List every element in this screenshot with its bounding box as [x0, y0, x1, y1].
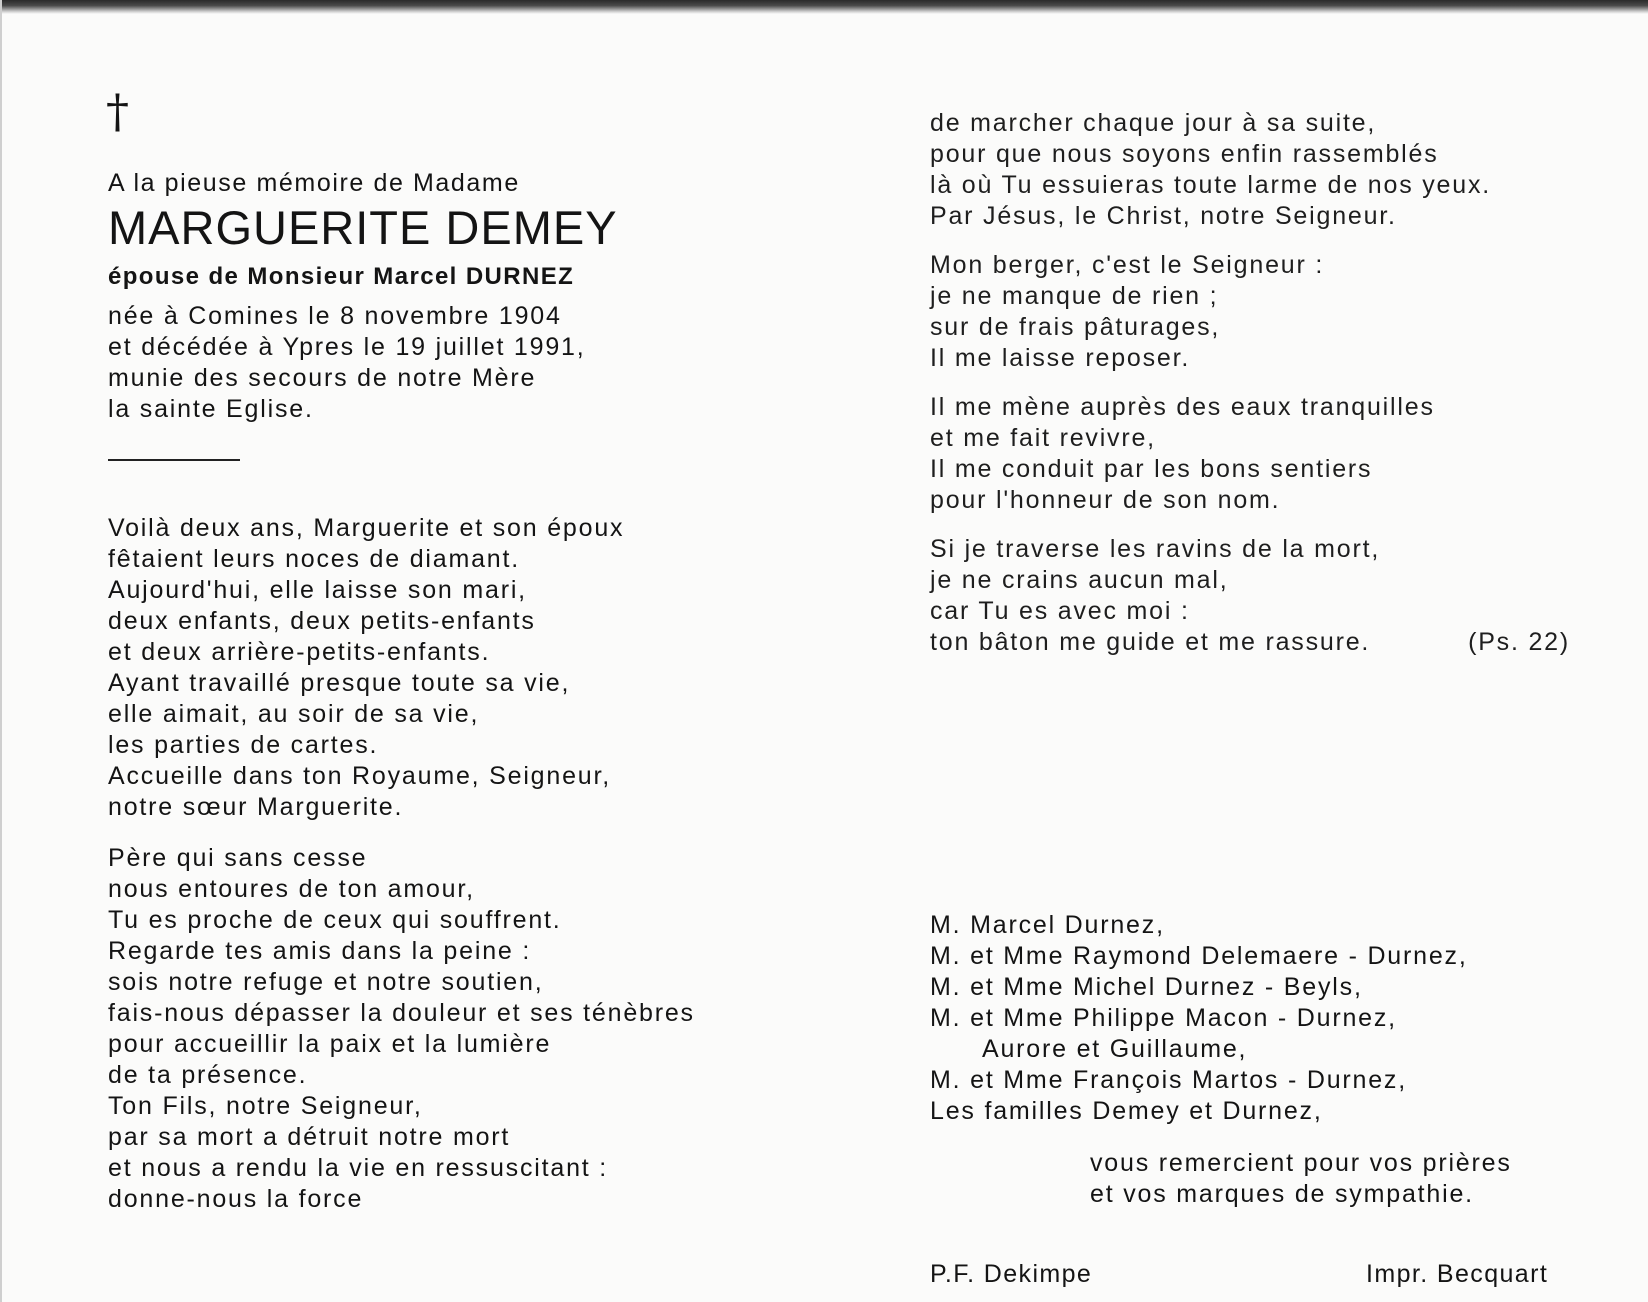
psalm-stanza-3: [930, 534, 1610, 658]
family-line: M. et Mme François Martos - Durnez,: [930, 1066, 1407, 1094]
scan-top-edge: [2, 0, 1648, 14]
psalm-line: Si je traverse les ravins de la mort,: [930, 535, 1381, 563]
psalm-line: Mon berger, c'est le Seigneur :: [930, 251, 1325, 279]
prayer-line: là où Tu essuieras toute larme de nos yeux.: [930, 171, 1492, 199]
prayer-line: Par Jésus, le Christ, notre Seigneur.: [930, 202, 1397, 230]
family-list: [930, 910, 1610, 1127]
funeral-home: P.F. Dekimpe: [930, 1260, 1093, 1288]
prayer-paragraph: [108, 843, 808, 1215]
thanks-line: vous remercient pour vos prières: [1090, 1149, 1512, 1177]
tribute-line: Ayant travaillé presque toute sa vie,: [108, 669, 571, 697]
prayer-line: fais-nous dépasser la douleur et ses ténèbres: [108, 999, 695, 1027]
thanks-text: [1090, 1148, 1512, 1210]
psalm-last-row: [930, 627, 1570, 658]
tribute-line: Accueille dans ton Royaume, Seigneur,: [108, 762, 611, 790]
tribute-line: Voilà deux ans, Marguerite et son époux: [108, 514, 625, 542]
psalm-line: ton bâton me guide et me rassure.: [930, 628, 1371, 656]
bio-line: la sainte Eglise.: [108, 395, 314, 423]
family-line: M. Marcel Durnez,: [930, 911, 1165, 939]
psalm-line: Il me laisse reposer.: [930, 344, 1191, 372]
psalm-stanza-1: [930, 250, 1610, 374]
cross-icon: †: [106, 84, 129, 138]
tribute-line: deux enfants, deux petits-enfants: [108, 607, 536, 635]
prayer-line: Regarde tes amis dans la peine :: [108, 937, 532, 965]
spouse-line: épouse de Monsieur Marcel DURNEZ: [108, 263, 575, 290]
family-line: M. et Mme Philippe Macon - Durnez,: [930, 1004, 1397, 1032]
psalm-line: Il me conduit par les bons sentiers: [930, 455, 1373, 483]
divider: [108, 459, 240, 461]
prayer-line: de marcher chaque jour à sa suite,: [930, 109, 1377, 137]
prayer-line: nous entoures de ton amour,: [108, 875, 475, 903]
psalm-line: car Tu es avec moi :: [930, 597, 1190, 625]
intro-line: A la pieuse mémoire de Madame: [108, 169, 520, 197]
psalm-line: et me fait revivre,: [930, 424, 1156, 452]
tribute-line: Aujourd'hui, elle laisse son mari,: [108, 576, 527, 604]
psalm-stanza-2: [930, 392, 1610, 516]
prayer-line: pour accueillir la paix et la lumière: [108, 1030, 552, 1058]
psalm-reference: (Ps. 22): [1468, 628, 1570, 656]
bio-line: et décédée à Ypres le 19 juillet 1991,: [108, 333, 586, 361]
bio-paragraph: [108, 301, 808, 425]
psalm-line: je ne manque de rien ;: [930, 282, 1219, 310]
left-column: [106, 84, 808, 1235]
prayer-line: et nous a rendu la vie en ressuscitant :: [108, 1154, 609, 1182]
tribute-line: notre sœur Marguerite.: [108, 793, 404, 821]
family-line: M. et Mme Raymond Delemaere - Durnez,: [930, 942, 1468, 970]
prayer-line: Ton Fils, notre Seigneur,: [108, 1092, 423, 1120]
prayer-line: de ta présence.: [108, 1061, 308, 1089]
tribute-line: fêtaient leurs noces de diamant.: [108, 545, 520, 573]
tribute-paragraph: [108, 513, 808, 823]
family-line: Les familles Demey et Durnez,: [930, 1097, 1323, 1125]
psalm-line: Il me mène auprès des eaux tranquilles: [930, 393, 1435, 421]
family-paragraph: [930, 910, 1610, 1127]
bio-line: née à Comines le 8 novembre 1904: [108, 302, 562, 330]
thanks-line: et vos marques de sympathie.: [1090, 1180, 1474, 1208]
tribute-line: les parties de cartes.: [108, 731, 379, 759]
prayer-continuation: [930, 108, 1610, 232]
deceased-name: MARGUERITE DEMEY: [108, 201, 618, 254]
psalm-line: pour l'honneur de son nom.: [930, 486, 1281, 514]
tribute-line: elle aimait, au soir de sa vie,: [108, 700, 480, 728]
bio-line: munie des secours de notre Mère: [108, 364, 537, 392]
psalm-line: je ne crains aucun mal,: [930, 566, 1229, 594]
prayer-line: par sa mort a détruit notre mort: [108, 1123, 511, 1151]
prayer-line: pour que nous soyons enfin rassemblés: [930, 140, 1439, 168]
family-line: Aurore et Guillaume,: [982, 1035, 1248, 1063]
right-column: [930, 108, 1610, 676]
psalm-line: sur de frais pâturages,: [930, 313, 1221, 341]
prayer-line: Tu es proche de ceux qui souffrent.: [108, 906, 562, 934]
tribute-line: et deux arrière-petits-enfants.: [108, 638, 491, 666]
prayer-line: donne-nous la force: [108, 1185, 364, 1213]
prayer-line: Père qui sans cesse: [108, 844, 368, 872]
prayer-line: sois notre refuge et notre soutien,: [108, 968, 544, 996]
printer-credit: Impr. Becquart: [1366, 1260, 1549, 1288]
family-line: M. et Mme Michel Durnez - Beyls,: [930, 973, 1363, 1001]
